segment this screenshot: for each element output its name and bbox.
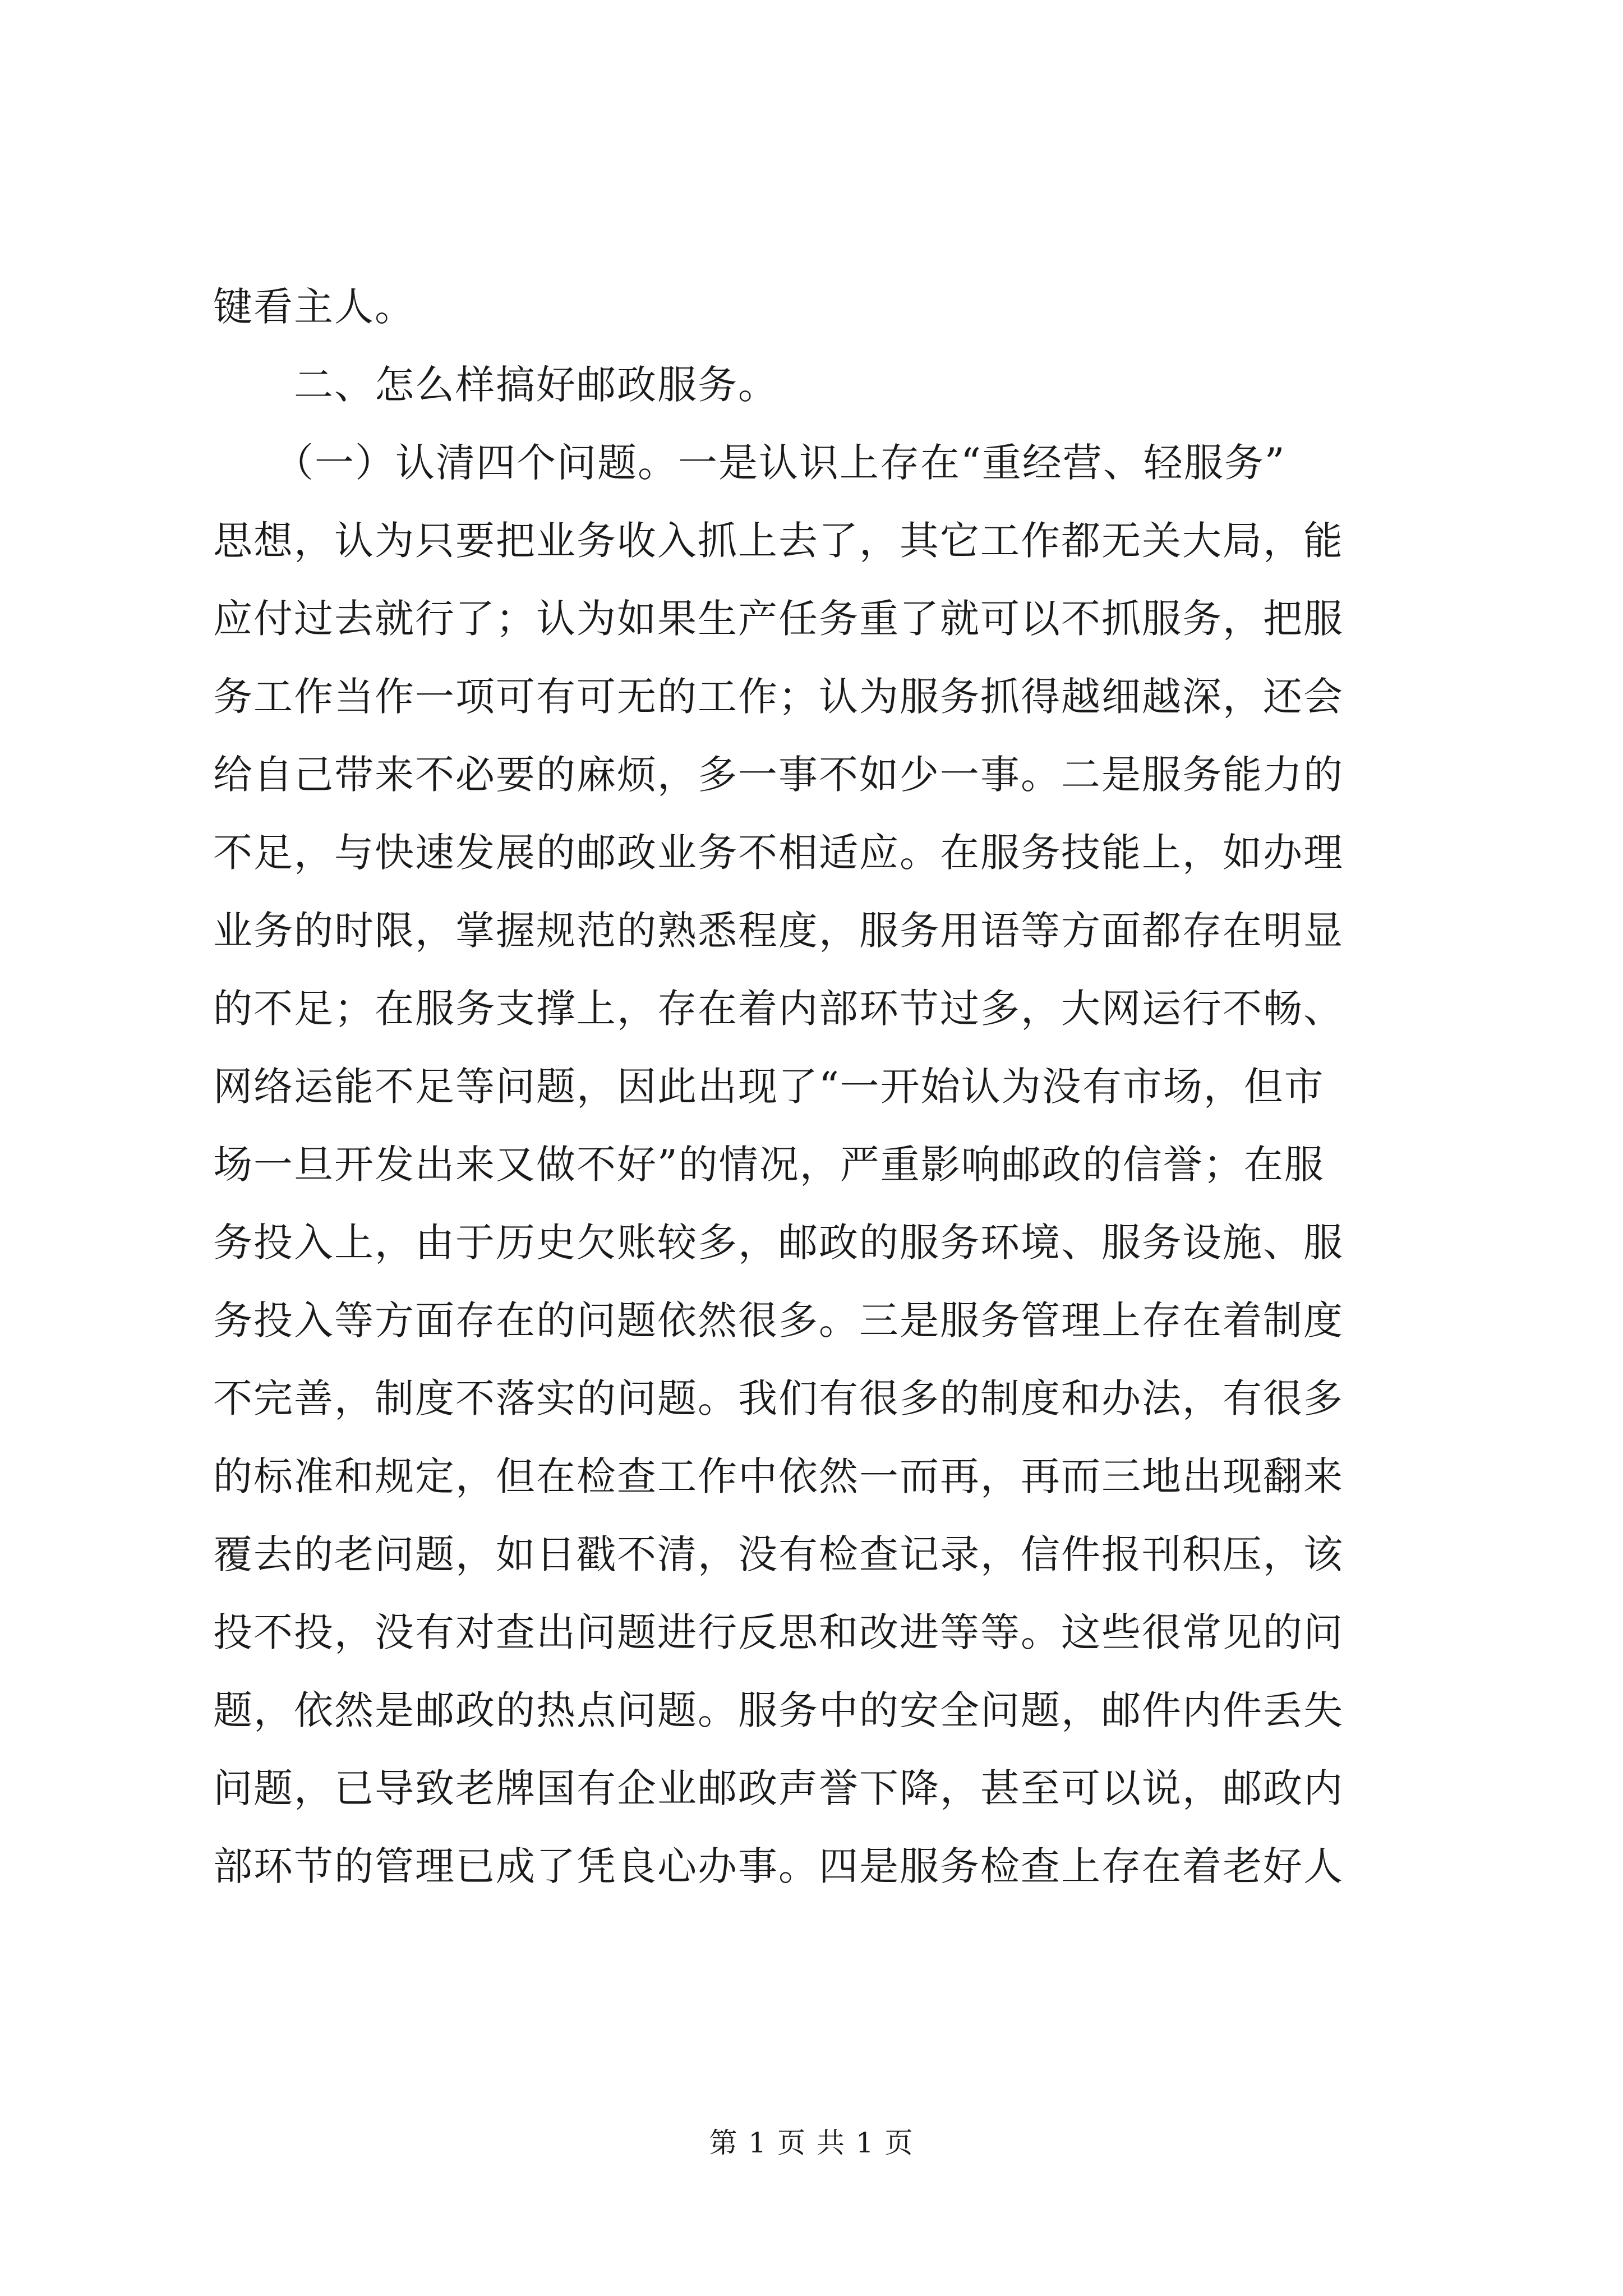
text-line: 的不足；在服务支撑上，存在着内部环节过多，大网运行不畅、 (213, 986, 1344, 1032)
text-line: 务投入等方面存在的问题依然很多。三是服务管理上存在着制度 (213, 1297, 1344, 1343)
text-line: 不足，与快速发展的邮政业务不相适应。在服务技能上，如办理 (213, 830, 1344, 876)
text-line: 不完善，制度不落实的问题。我们有很多的制度和办法，有很多 (213, 1375, 1344, 1421)
text-line: 问题，已导致老牌国有企业邮政声誉下降，甚至可以说，邮政内 (213, 1765, 1344, 1811)
section-heading: 二、怎么样搞好邮政服务。 (213, 362, 778, 408)
text-line: 题，依然是邮政的热点问题。服务中的安全问题，邮件内件丢失 (213, 1687, 1344, 1733)
text-line: 场一旦开发出来又做不好”的情况，严重影响邮政的信誉；在服 (213, 1142, 1325, 1188)
text-line: 务工作当作一项可有可无的工作；认为服务抓得越细越深，还会 (213, 674, 1344, 720)
text-line: 覆去的老问题，如日戳不清，没有检查记录，信件报刊积压，该 (213, 1531, 1344, 1577)
text-line: 的标准和规定，但在检查工作中依然一而再，再而三地出现翻来 (213, 1453, 1344, 1499)
document-body (213, 268, 1413, 1906)
text-line: 务投入上，由于历史欠账较多，邮政的服务环境、服务设施、服 (213, 1220, 1344, 1266)
page-number: 第 1 页 共 1 页 (709, 2127, 914, 2159)
text-line: 思想，认为只要把业务收入抓上去了，其它工作都无关大局，能 (213, 518, 1344, 564)
text-line: （一）认清四个问题。一是认识上存在“重经营、轻服务” (213, 440, 1286, 486)
text-line: 给自己带来不必要的麻烦，多一事不如少一事。二是服务能力的 (213, 752, 1344, 798)
text-line: 投不投，没有对查出问题进行反思和改进等等。这些很常见的问 (213, 1609, 1344, 1655)
text-line: 应付过去就行了；认为如果生产任务重了就可以不抓服务，把服 (213, 596, 1344, 642)
text-line: 键看主人。 (213, 284, 415, 330)
text-line: 业务的时限，掌握规范的熟悉程度，服务用语等方面都存在明显 (213, 908, 1344, 954)
text-line: 网络运能不足等问题，因此出现了“一开始认为没有市场，但市 (213, 1064, 1325, 1110)
text-line: 部环节的管理已成了凭良心办事。四是服务检查上存在着老好人 (213, 1843, 1344, 1889)
page-footer (0, 2126, 1623, 2160)
